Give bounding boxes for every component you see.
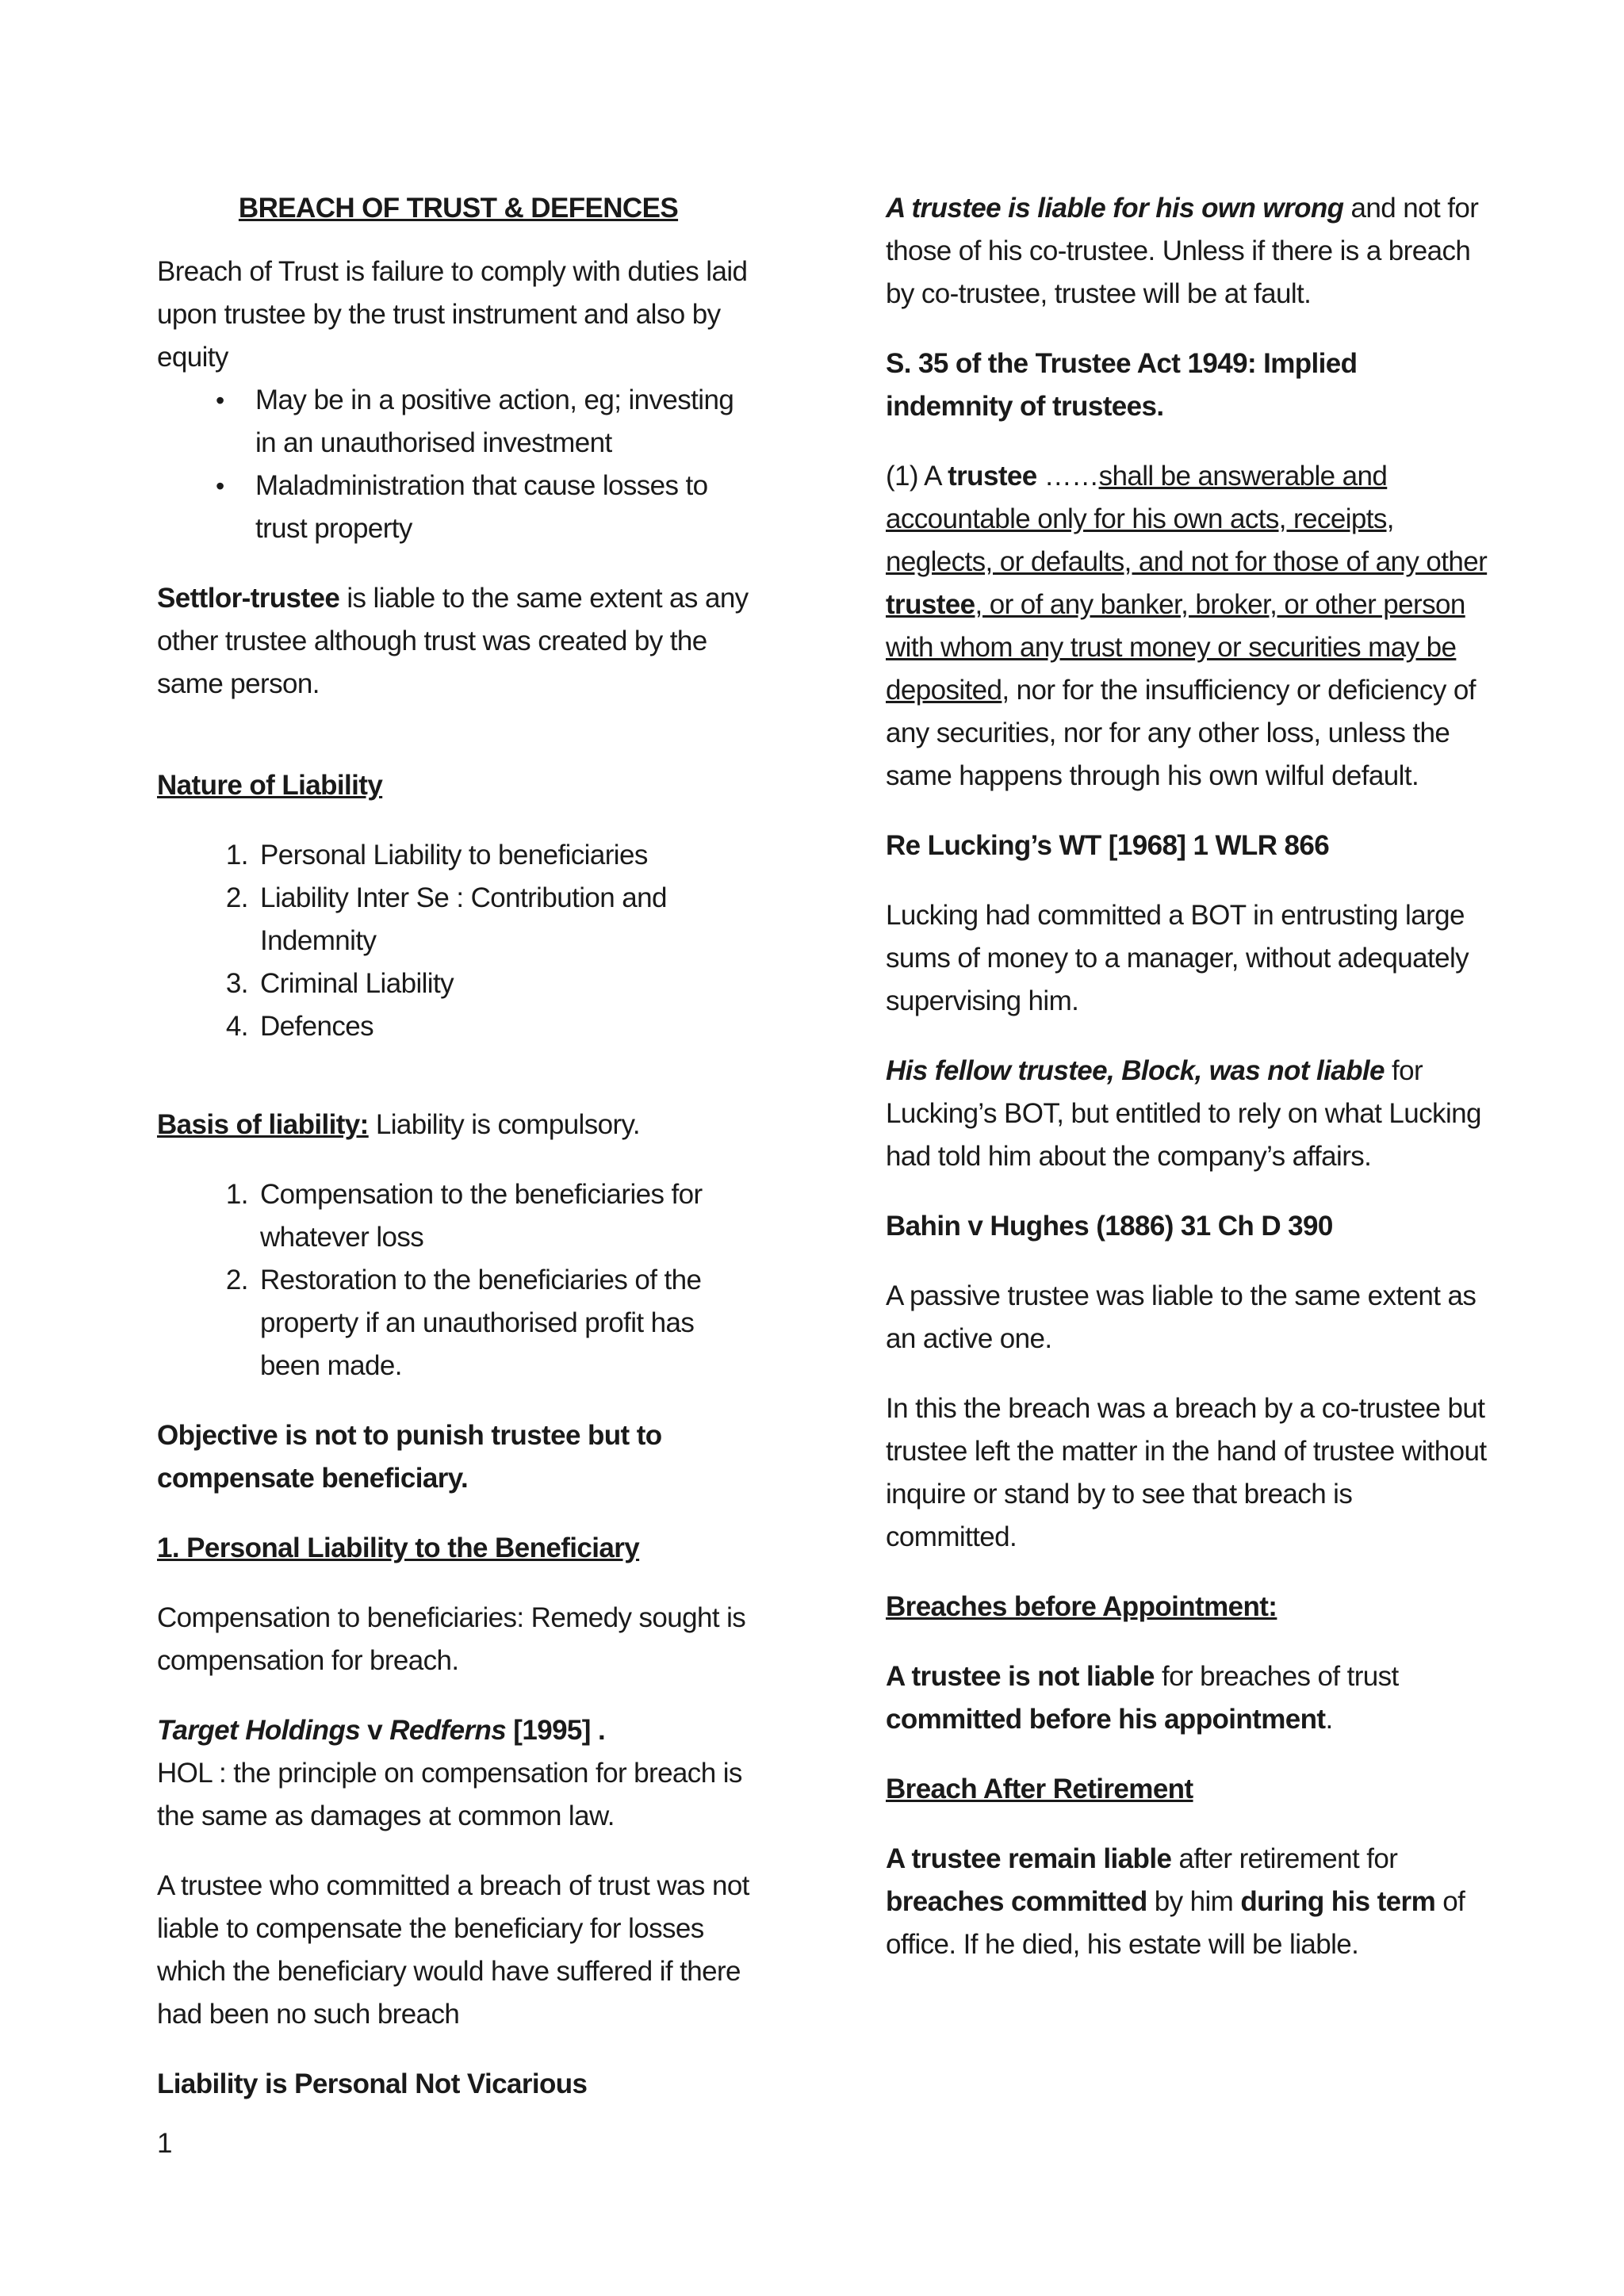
list-item: 2. Liability Inter Se : Contribution and Indemnity (255, 877, 760, 962)
list-item: • Maladministration that cause losses to trust property (255, 465, 760, 550)
breach-examples-list (157, 379, 760, 550)
basis-of-liability-label: Basis of liability: (157, 1109, 369, 1140)
list-item: 1. Personal Liability to beneficiaries (255, 834, 760, 877)
objective-statement: Objective is not to punish trustee but to compensate beneficiary. (157, 1420, 662, 1494)
basis-of-liability-paragraph: Basis of liability: Liability is compulsory. (157, 1109, 640, 1140)
list-item: • May be in a positive action, eg; investing in an unauthorised investment (255, 379, 760, 465)
co-trustee-breach-paragraph: In this the breach was a breach by a co-trustee but trustee left the matter in the hand of trustee without inquire or stand by to see that breach is committed. (886, 1393, 1487, 1552)
basis-of-liability-list (157, 1173, 760, 1387)
re-lucking-case: Re Lucking’s WT [1968] 1 WLR 866 (886, 830, 1330, 861)
breaches-before-appointment-heading: Breaches before Appointment: (886, 1591, 1277, 1622)
nature-of-liability-heading: Nature of Liability (157, 770, 383, 801)
page-number: 1 (157, 2128, 173, 2159)
left-column (157, 187, 760, 2133)
passive-trustee-paragraph: A passive trustee was liable to the same extent as an active one. (886, 1280, 1477, 1354)
before-appointment-paragraph: A trustee is not liable for breaches of trust committed before his appointment. (886, 1661, 1399, 1735)
list-item: 3. Criminal Liability (255, 962, 760, 1005)
settlor-trustee-paragraph: Settlor-trustee is liable to the same extent as any other trustee although trust was created by the same person. (157, 583, 749, 699)
settlor-trustee-term: Settlor-trustee (157, 583, 340, 614)
intro-paragraph: Breach of Trust is failure to comply with duties laid upon trustee by the trust instrument and also by equity (157, 256, 748, 373)
list-item: 4. Defences (255, 1005, 760, 1048)
nature-of-liability-list (157, 834, 760, 1048)
list-item: 1. Compensation to the beneficiaries for whatever loss (255, 1173, 760, 1259)
lucking-paragraph: Lucking had committed a BOT in entrusting large sums of money to a manager, without adequately supervising him. (886, 900, 1469, 1016)
breach-after-retirement-heading: Breach After Retirement (886, 1774, 1193, 1804)
trustee-compensation-paragraph: A trustee who committed a breach of trust was not liable to compensate the beneficiary for losses which the beneficiary would have suffered if there had been no such breach (157, 1870, 749, 2030)
bahin-v-hughes-case: Bahin v Hughes (1886) 31 Ch D 390 (886, 1211, 1333, 1242)
fellow-trustee-paragraph: His fellow trustee, Block, was not liable for Lucking’s BOT, but entitled to rely on what Lucking had told him about the company’s affairs. (886, 1055, 1481, 1172)
personal-liability-heading: 1. Personal Liability to the Beneficiary (157, 1533, 640, 1563)
s35-trustee-act-heading: S. 35 of the Trustee Act 1949: Implied indemnity of trustees. (886, 348, 1358, 422)
right-column (886, 187, 1488, 1993)
s35-quote-paragraph: (1) A trustee ……shall be answerable and accountable only for his own acts, receipts, neglects, or defaults, and not for those of any other trustee, or of any banker, broker, or other person with whom any trust money or securities may be deposited, nor for the insufficiency or deficiency of any securities, nor for any other loss, unless the same happens through his own wilful default. (886, 461, 1488, 791)
personal-not-vicarious-heading: Liability is Personal Not Vicarious (157, 2068, 588, 2099)
compensation-paragraph: Compensation to beneficiaries: Remedy sought is compensation for breach. (157, 1602, 746, 1676)
target-holdings-case: Target Holdings v Redferns [1995] . HOL : the principle on compensation for breach is the same as damages at common law. (157, 1715, 742, 1831)
page-title: BREACH OF TRUST & DEFENCES (238, 193, 679, 224)
hol-statement: HOL : the principle on compensation for breach is the same as damages at common law. (157, 1758, 742, 1831)
own-wrong-paragraph: A trustee is liable for his own wrong and not for those of his co-trustee. Unless if there is a breach by co-trustee, trustee will be at fault. (886, 193, 1479, 309)
list-item: 2. Restoration to the beneficiaries of the property if an unauthorised profit has been made. (255, 1259, 760, 1387)
after-retirement-paragraph: A trustee remain liable after retirement for breaches committed by him during his term of office. If he died, his estate will be liable. (886, 1843, 1465, 1960)
